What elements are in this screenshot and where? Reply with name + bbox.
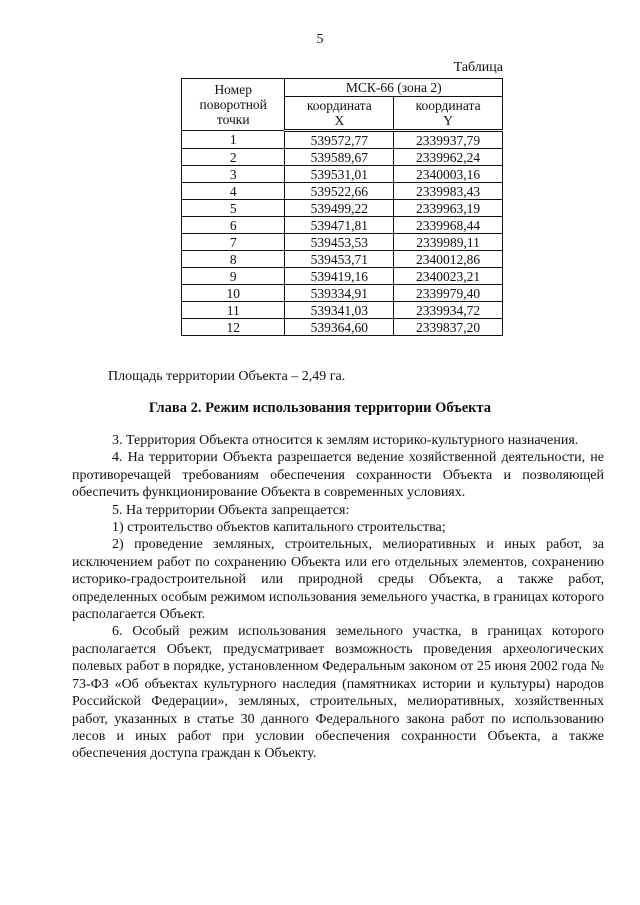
point-number-cell: 5 [182, 200, 285, 217]
paragraph-5: 5. На территории Объекта запрещается: [112, 502, 350, 518]
header-y-line2: Y [443, 113, 453, 128]
point-number-cell: 6 [182, 217, 285, 234]
body-text [72, 432, 604, 763]
y-coordinate-cell: 2340023,21 [394, 268, 503, 285]
paragraph-5-item-2: 2) проведение земляных, строительных, мелиоративных и иных работ, за исключением работ по сохранению Объекта или его отдельных элементов, сохранению историко-градостроительной или природной среды Объекта, а также работ, определенных особым режимом использования земельного участка, в границах которого располагается Объект. [72, 537, 604, 623]
header-point-number [182, 79, 285, 131]
x-coordinate-cell: 539589,67 [285, 149, 394, 166]
header-point-line2: поворотной [199, 97, 267, 112]
y-coordinate-cell: 2339937,79 [394, 131, 503, 149]
x-coordinate-cell: 539531,01 [285, 166, 394, 183]
y-coordinate-cell: 2339979,40 [394, 285, 503, 302]
point-number-cell: 1 [182, 131, 285, 149]
point-number-cell: 7 [182, 234, 285, 251]
header-point-line1: Номер [214, 82, 252, 97]
x-coordinate-cell: 539522,66 [285, 183, 394, 200]
y-coordinate-cell: 2339962,24 [394, 149, 503, 166]
header-point-line3: точки [216, 112, 250, 127]
point-number-cell: 11 [182, 302, 285, 319]
table-row [182, 217, 503, 234]
point-number-cell: 10 [182, 285, 285, 302]
y-coordinate-cell: 2340003,16 [394, 166, 503, 183]
header-coordinate-system: МСК-66 (зона 2) [285, 79, 503, 97]
point-number-cell: 8 [182, 251, 285, 268]
x-coordinate-cell: 539471,81 [285, 217, 394, 234]
y-coordinate-cell: 2339968,44 [394, 217, 503, 234]
x-coordinate-cell: 539499,22 [285, 200, 394, 217]
y-coordinate-cell: 2339963,19 [394, 200, 503, 217]
paragraph-3: 3. Территория Объекта относится к землям историко-культурного назначения. [112, 433, 579, 448]
table-row [182, 268, 503, 285]
x-coordinate-cell: 539453,53 [285, 234, 394, 251]
point-number-cell: 3 [182, 166, 285, 183]
x-coordinate-cell: 539419,16 [285, 268, 394, 285]
table-row [182, 131, 503, 149]
table-caption: Таблица [453, 60, 503, 75]
point-number-cell: 2 [182, 149, 285, 166]
table-row [182, 302, 503, 319]
paragraph-5-item-1: 1) строительство объектов капитального строительства; [112, 520, 446, 536]
paragraph-4: 4. На территории Объекта разрешается ведение хозяйственной деятельности, не противоречащей требованиям обеспечения сохранности Объекта и позволяющей обеспечить функционирование Объекта в современных условиях. [72, 450, 604, 501]
x-coordinate-cell: 539334,91 [285, 285, 394, 302]
header-x [285, 97, 394, 131]
page-number: 5 [316, 32, 324, 47]
y-coordinate-cell: 2340012,86 [394, 251, 503, 268]
point-number-cell: 4 [182, 183, 285, 200]
area-text: Площадь территории Объекта – 2,49 га. [108, 369, 346, 384]
x-coordinate-cell: 539453,71 [285, 251, 394, 268]
table-row [182, 200, 503, 217]
point-number-cell: 12 [182, 319, 285, 336]
table-row [182, 234, 503, 251]
y-coordinate-cell: 2339989,11 [394, 234, 503, 251]
x-coordinate-cell: 539341,03 [285, 302, 394, 319]
table-row [182, 166, 503, 183]
point-number-cell: 9 [182, 268, 285, 285]
table-row [182, 149, 503, 166]
paragraph-6: 6. Особый режим использования земельного участка, в границах которого располагается Объект, предусматривает возможность проведения археологических полевых работ в порядке, установленном Федеральным законом от 25 июня 2002 года № 73-ФЗ «Об объектах культурного наследия (памятниках истории и культуры) народов Российской Федерации», земляных, строительных, мелиоративных, хозяйственных работ, указанных в статье 30 данного Федерального закона работ по использованию лесов и иных работ при условии обеспечения сохранности Объекта, а также обеспечения доступа граждан к Объекту. [72, 624, 604, 762]
x-coordinate-cell: 539572,77 [285, 131, 394, 149]
header-x-line1: координата [306, 98, 372, 113]
table-row [182, 251, 503, 268]
table-row [182, 319, 503, 336]
x-coordinate-cell: 539364,60 [285, 319, 394, 336]
chapter-title: Глава 2. Режим использования территории Объекта [148, 400, 492, 416]
header-x-line2: X [334, 113, 345, 128]
y-coordinate-cell: 2339837,20 [394, 319, 503, 336]
header-y-line1: координата [415, 98, 481, 113]
header-y [394, 97, 503, 131]
table-row [182, 183, 503, 200]
coordinates-table [181, 78, 503, 336]
table-row [182, 285, 503, 302]
y-coordinate-cell: 2339983,43 [394, 183, 503, 200]
y-coordinate-cell: 2339934,72 [394, 302, 503, 319]
